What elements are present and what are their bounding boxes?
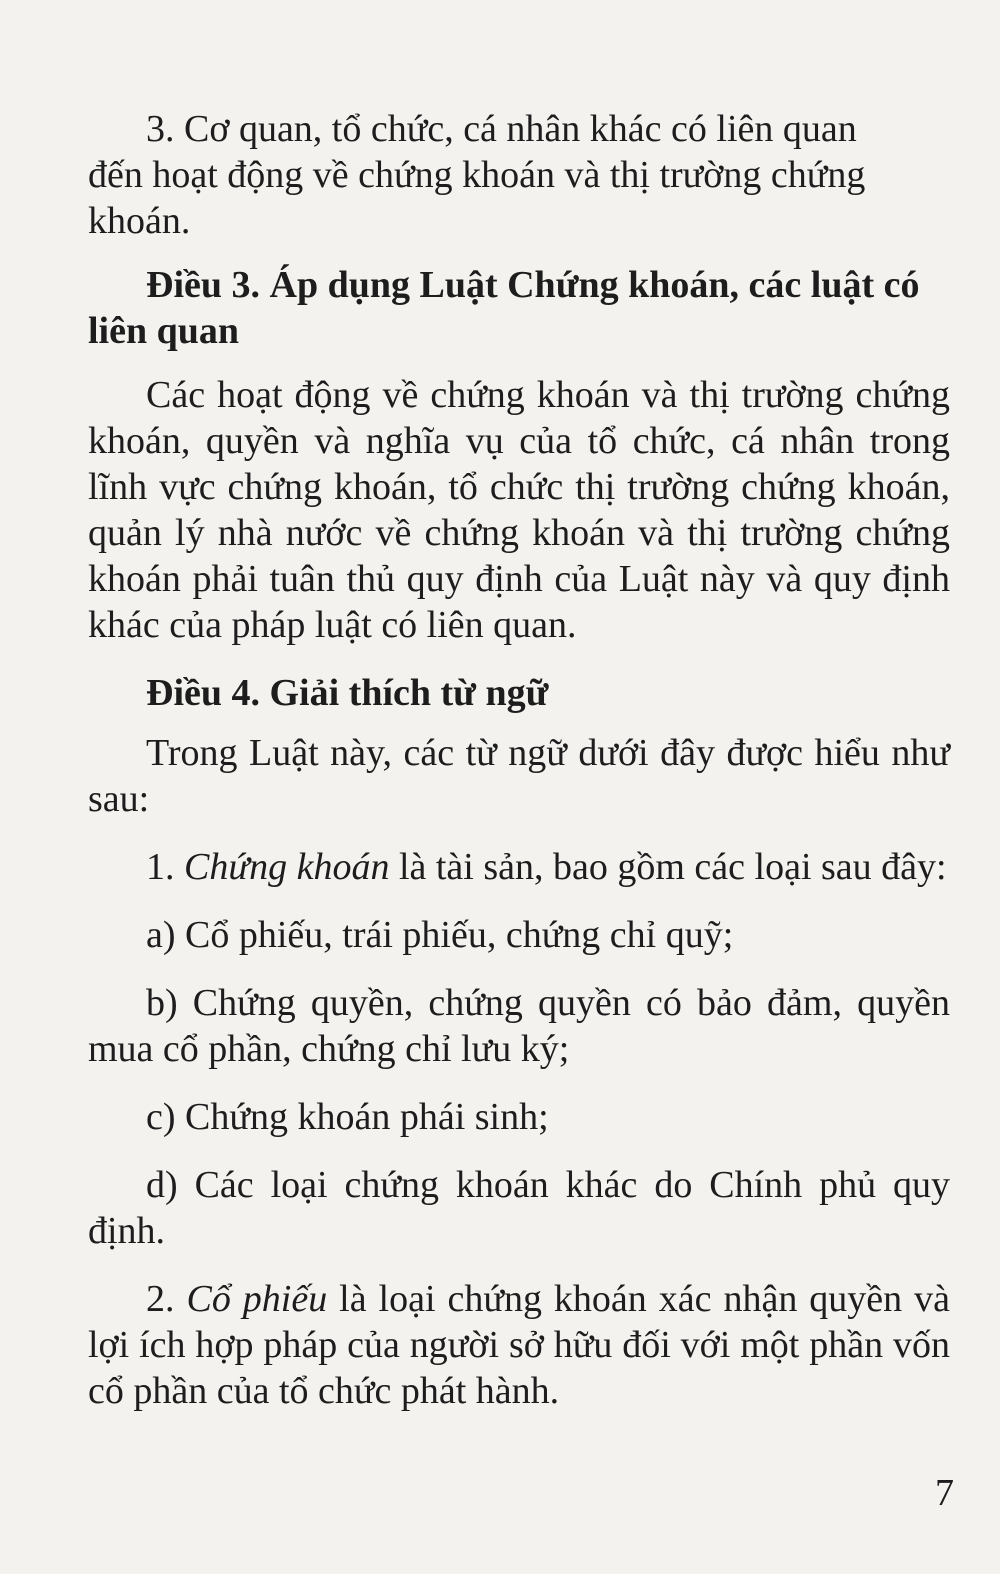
article-3-title bbox=[88, 262, 950, 354]
definition-2 bbox=[88, 1276, 950, 1414]
list-item-d: d) Các loại chứng khoán khác do Chính phủ quy định. bbox=[88, 1164, 950, 1252]
item-3-paragraph bbox=[88, 106, 950, 244]
definition-1-term: Chứng khoán bbox=[184, 846, 390, 888]
definition-2-term: Cổ phiếu bbox=[186, 1278, 328, 1320]
item-3-line-3: khoán. bbox=[88, 200, 191, 242]
definition-2-rest: là loại chứng khoán xác nhận quyền và lợi ích hợp pháp của người sở hữu đối với một phần vốn cổ phần của tổ chức phát hành. bbox=[88, 1278, 950, 1412]
article-4-intro: Trong Luật này, các từ ngữ dưới đây được hiểu như sau: bbox=[88, 732, 950, 820]
article-4-title: Điều 4. Giải thích từ ngữ bbox=[146, 672, 549, 714]
list-item-a: a) Cổ phiếu, trái phiếu, chứng chỉ quỹ; bbox=[146, 914, 734, 956]
definition-2-prefix: 2. bbox=[146, 1278, 187, 1320]
definition-1 bbox=[88, 844, 950, 890]
list-item-b: b) Chứng quyền, chứng quyền có bảo đảm, quyền mua cổ phần, chứng chỉ lưu ký; bbox=[88, 982, 950, 1070]
item-3-line-1: 3. Cơ quan, tổ chức, cá nhân khác có liên quan bbox=[146, 108, 857, 150]
article-3-title-line-1: Điều 3. Áp dụng Luật Chứng khoán, các luật có bbox=[146, 264, 920, 306]
article-3-paragraph: Các hoạt động về chứng khoán và thị trường chứng khoán, quyền và nghĩa vụ của tổ chức, cá nhân trong lĩnh vực chứng khoán, tổ chức thị trường chứng khoán, quản lý nhà nước về chứng khoán và thị trường chứng khoán phải tuân thủ quy định của Luật này và quy định khác của pháp luật có liên quan. bbox=[88, 374, 950, 646]
item-3-line-2: đến hoạt động về chứng khoán và thị trường chứng bbox=[88, 154, 866, 196]
list-item-c: c) Chứng khoán phái sinh; bbox=[146, 1096, 549, 1138]
definition-1-rest: là tài sản, bao gồm các loại sau đây: bbox=[389, 846, 947, 888]
page-number: 7 bbox=[935, 1472, 954, 1514]
article-3-title-line-2: liên quan bbox=[88, 310, 240, 352]
document-content bbox=[88, 106, 950, 1414]
definition-1-prefix: 1. bbox=[146, 846, 184, 888]
